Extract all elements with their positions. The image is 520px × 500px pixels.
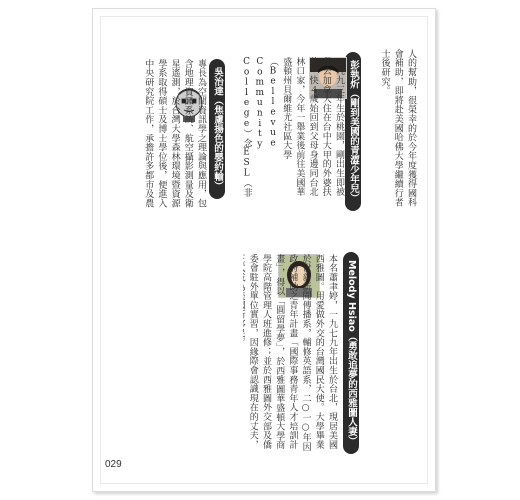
profile-title-1: 彭執炘（剛到美國的青澀少年兒）	[345, 52, 361, 211]
profile-title-3: 吳治達（焦慮揚色的嬰約輸）	[209, 59, 225, 199]
profile-title-2: Melody Hsiao（勇敢追夢的西雅圖人妻）	[343, 252, 359, 454]
profile-body-2: 本名蕭聿婷，一九七九年出生於台北，現居美國西雅圖。用愛做外交的台灣國民大使。大學畢業於世新新聞傳播系，輔修英語系，二○一○年因政府補助之青年計畫「國際事務青年人才培訓計畫」，得以「圓留學夢」，於西雅圖華盛頓大學商學院高階管理人班進修；並於西雅圖外交部及僑委會駐外單位實習，因緣際會認識現在的丈夫，	[247, 254, 337, 452]
page-number: 029	[105, 459, 122, 470]
profile-body-1: 一九九三年生於桃園，剛出生即被帶去加拿大住在台中大甲的外婆扶養，快４歲始回到父母身邊同台北林口家，今年一舉業後前往美國華盛頓州貝爾維尤社區大學（Bellevue Community College）念ESL（非	[241, 57, 344, 198]
book-page	[92, 8, 436, 492]
profile-body-3: 專長為空間資訊學之理論與應用，包含地理資訊系統、航空攝影測量及衛星遙測，於台灣大學森林環境暨資源學系取得碩士及博士學位後，便進入中央研究院工作，承擔許多都市及農	[143, 59, 206, 208]
continuation-text: 人的幫助，很榮幸的於今年度獲得國科會補助，即將赴美國哈佛大學繼續行者士後研究。	[379, 49, 416, 208]
